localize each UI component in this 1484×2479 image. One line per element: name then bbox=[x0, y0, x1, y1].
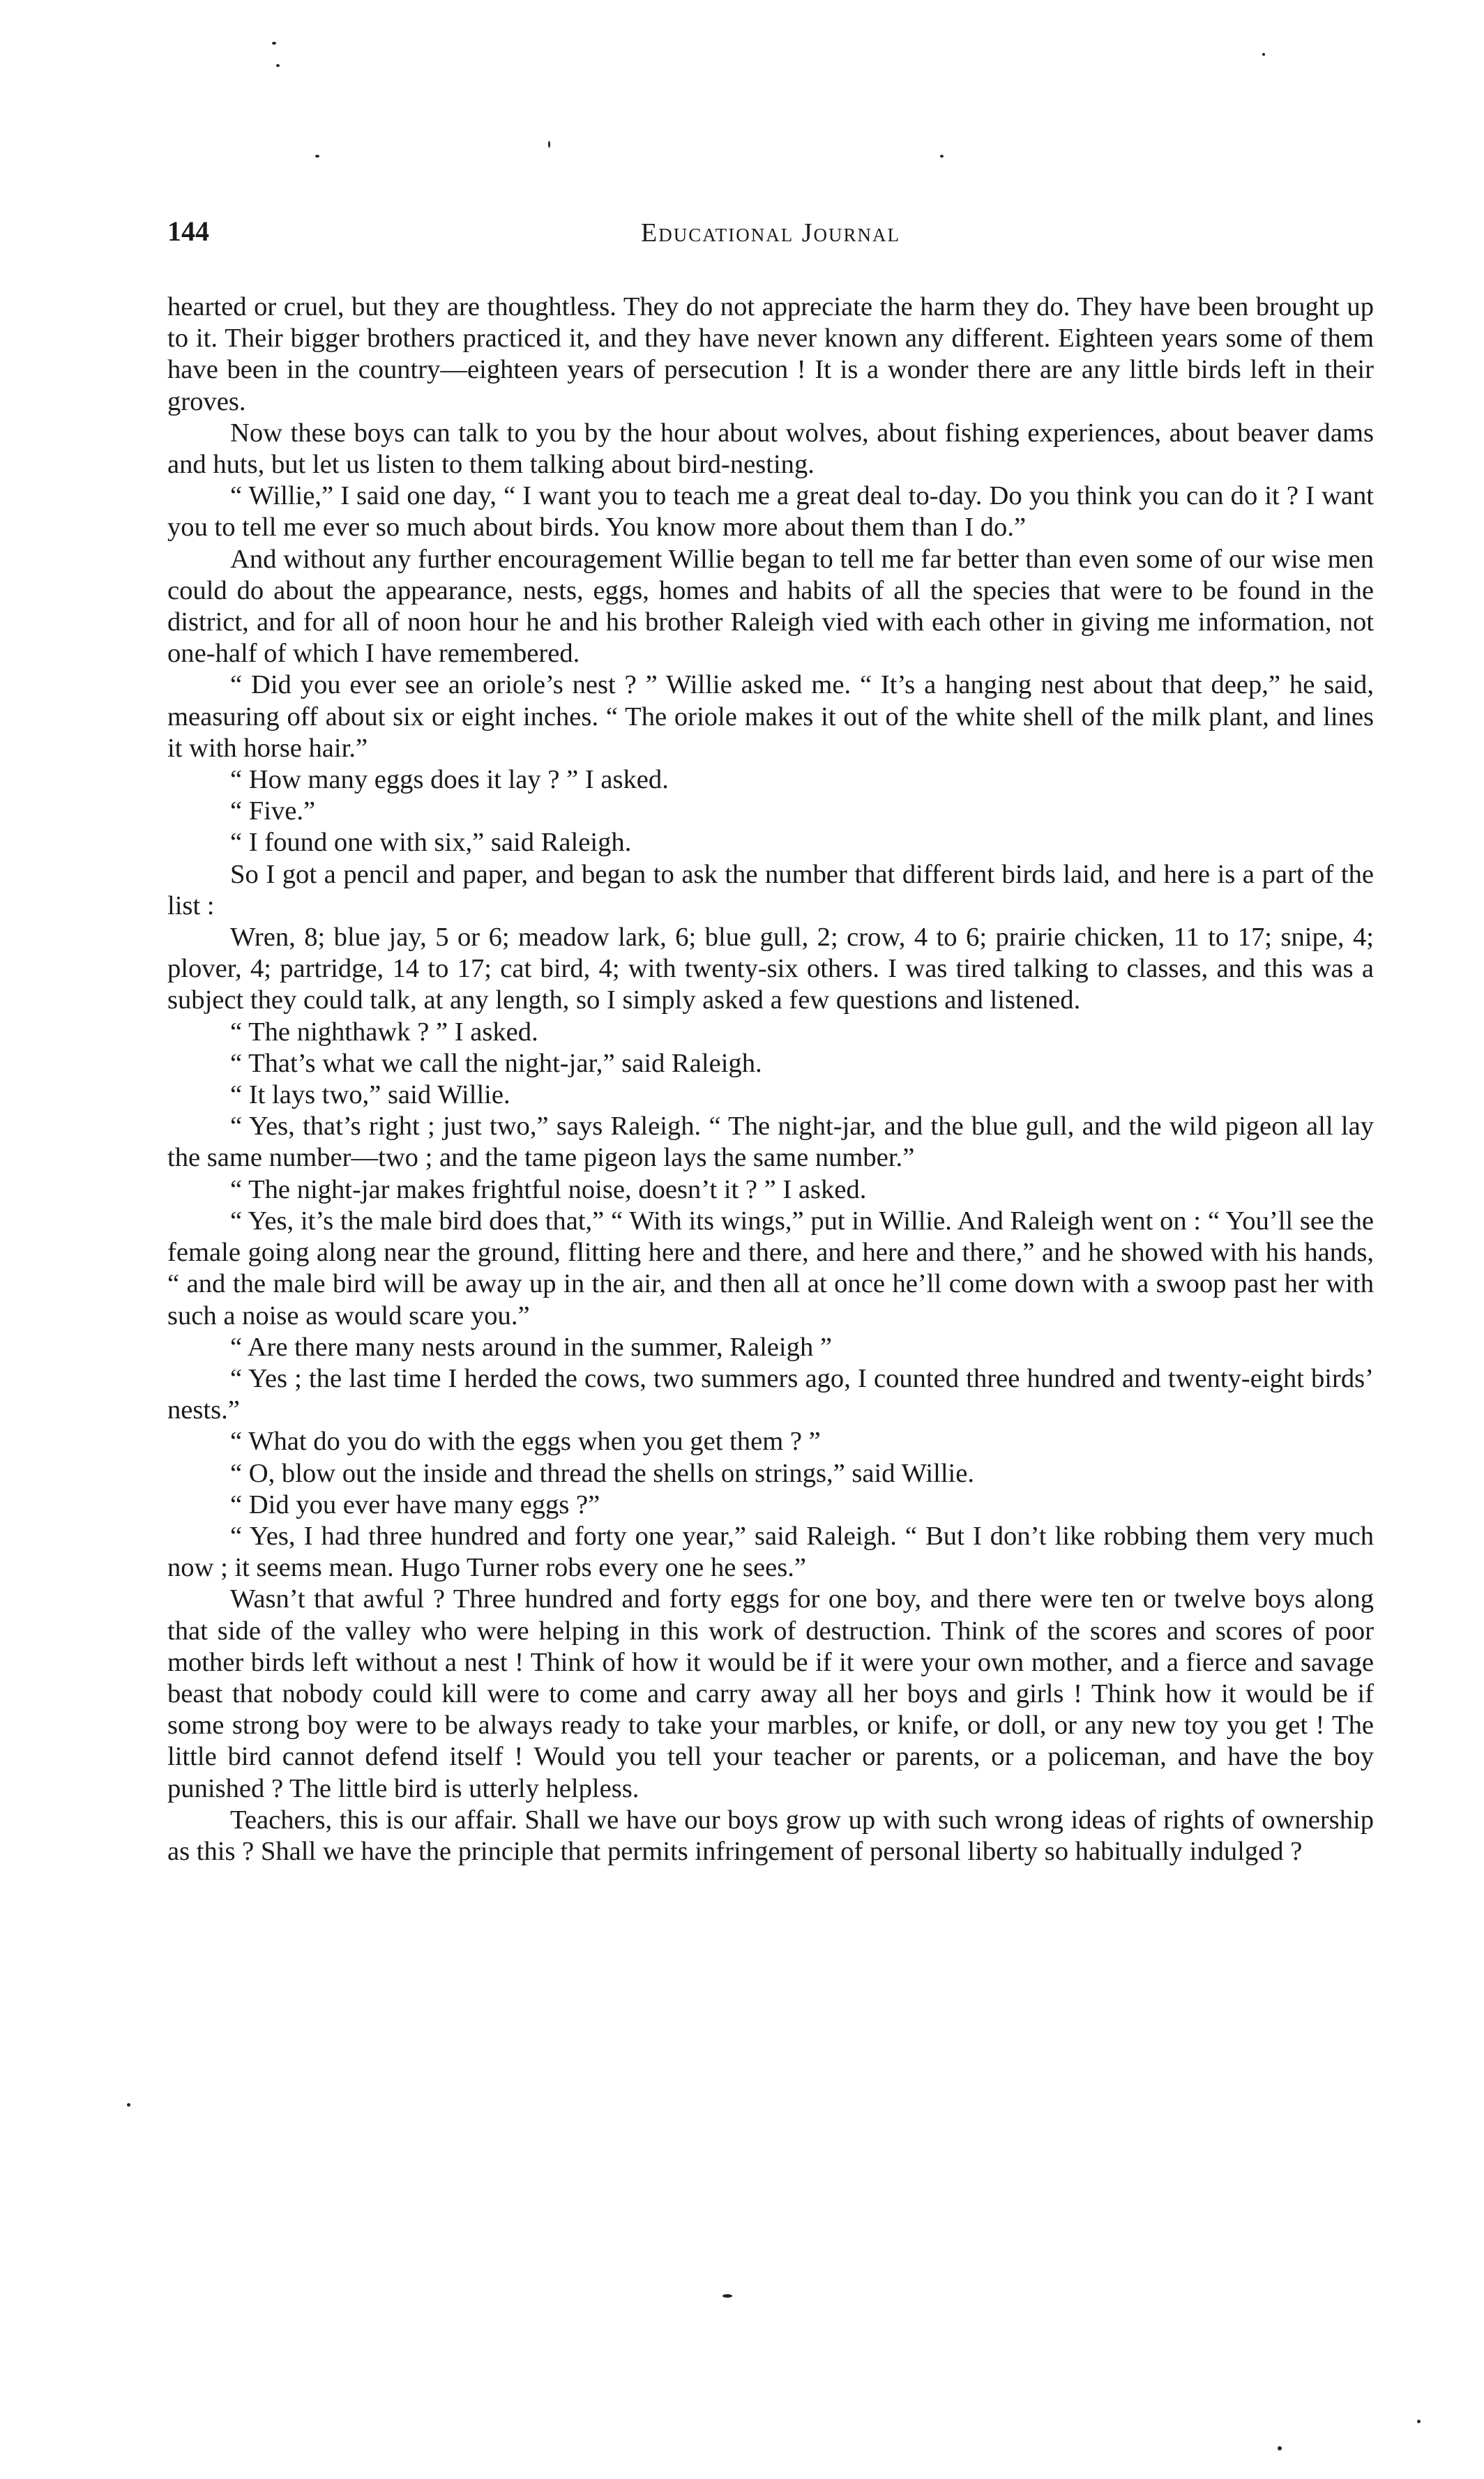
paragraph: “ That’s what we call the night-jar,” said Raleigh. bbox=[230, 1048, 762, 1078]
scan-speck bbox=[722, 2294, 732, 2298]
paragraph: “ Willie,” I said one day, “ I want you to teach me a great deal to-day. Do you think you can do it ? I want you to tell me ever so much about birds. You know more about them than I do.” bbox=[167, 481, 1374, 543]
paragraph: “ I found one with six,” said Raleigh. bbox=[230, 828, 632, 858]
scan-speck bbox=[548, 141, 550, 148]
running-title: Educational Journal bbox=[641, 218, 900, 248]
scan-speck bbox=[276, 64, 280, 67]
paragraph: And without any further encouragement Willie began to tell me far better than even some of our wise men could do about the appearance, nests, eggs, homes and habits of all the species that were to be found in the district, and for all of noon hour he and his brother Raleigh vied with each other in giving me information, not one-half of which I have remembered. bbox=[167, 544, 1374, 669]
paragraph: Wasn’t that awful ? Three hundred and forty eggs for one boy, and there were ten or twelve boys along that side of the valley who were helping in this work of destruction. Think of the scores and scores of poor mother birds left without a nest ! Think of how it would be if it were your own mother, and a fierce and savage beast that nobody could kill were to come and carry away all her boys and girls ! Think how it would be if some strong boy were to be always ready to take your marbles, or knife, or doll, or any new toy you get ! The little bird cannot defend itself ! Would you tell your teacher or parents, or a policeman, and have the boy punished ? The little bird is utterly helpless. bbox=[167, 1584, 1374, 1803]
paragraph: “ Yes, I had three hundred and forty one year,” said Raleigh. “ But I don’t like robbing them very much now ; it seems mean. Hugo Turner robs every one he sees.” bbox=[167, 1521, 1374, 1583]
article-body bbox=[167, 291, 1374, 1867]
paragraph: “ O, blow out the inside and thread the shells on strings,” said Willie. bbox=[230, 1458, 975, 1488]
paragraph: So I got a pencil and paper, and began to ask the number that different birds laid, and here is a part of the list : bbox=[167, 859, 1374, 920]
paragraph: hearted or cruel, but they are thoughtless. They do not appreciate the harm they do. They have been brought up to it. Their bigger brothers practiced it, and they have never known any different. Eighteen years some of them have been in the country—eighteen years of persecution ! It is a wonder there are any little birds left in their groves. bbox=[167, 292, 1374, 416]
paragraph: “ It lays two,” said Willie. bbox=[230, 1080, 510, 1110]
scan-speck bbox=[315, 155, 319, 158]
paragraph: “ The nighthawk ? ” I asked. bbox=[230, 1017, 538, 1047]
paragraph: “ Did you ever see an oriole’s nest ? ” Willie asked me. “ It’s a hanging nest about that deep,” he said, measuring off about six or eight inches. “ The oriole makes it out of the white shell of the milk plant, and lines it with horse hair.” bbox=[167, 670, 1374, 763]
paragraph: “ Yes, that’s right ; just two,” says Raleigh. “ The night-jar, and the blue gull, and the wild pigeon all lay the same number—two ; and the tame pigeon lays the same number.” bbox=[167, 1112, 1374, 1173]
scan-speck bbox=[1278, 2446, 1282, 2450]
scan-speck bbox=[127, 2103, 130, 2107]
paragraph: “ Are there many nests around in the summer, Raleigh ” bbox=[230, 1332, 832, 1362]
paragraph: “ The night-jar makes frightful noise, doesn’t it ? ” I asked. bbox=[230, 1174, 867, 1204]
paragraph: “ Yes ; the last time I herded the cows, two summers ago, I counted three hundred and twenty-eight birds’ nests.” bbox=[167, 1363, 1374, 1425]
bird-egg-list: Wren, 8; blue jay, 5 or 6; meadow lark, 6; blue gull, 2; crow, 4 to 6; prairie chicken, 11 to 17; snipe, 4; plover, 4; partridge, 14 to 17; cat bird, 4; with twenty-six others. I was tired talking to classes, and this was a subject they could talk, at any length, so I simply asked a few questions and listened. bbox=[167, 923, 1374, 1015]
scan-speck bbox=[940, 155, 944, 158]
paragraph: “ Yes, it’s the male bird does that,” “ With its wings,” put in Willie. And Raleigh went on : “ You’ll see the female going along near the ground, flitting here and there, and here and there,” and he showed with his hands, “ and the male bird will be away up in the air, and then all at once he’ll come down with a swoop past her with such a noise as would scare you.” bbox=[167, 1206, 1374, 1331]
paragraph: “ How many eggs does it lay ? ” I asked. bbox=[230, 765, 669, 795]
page-header bbox=[167, 215, 1374, 257]
paragraph: Now these boys can talk to you by the hour about wolves, about fishing experiences, about beaver dams and huts, but let us listen to them talking about bird-nesting. bbox=[167, 418, 1374, 480]
paragraph: Teachers, this is our affair. Shall we have our boys grow up with such wrong ideas of rights of ownership as this ? Shall we have the principle that permits infringement of personal liberty so habitually indulged ? bbox=[167, 1805, 1374, 1866]
scan-speck bbox=[1262, 53, 1265, 56]
paragraph: “ Five.” bbox=[230, 796, 316, 826]
scan-speck bbox=[1417, 2420, 1421, 2423]
paragraph: “ What do you do with the eggs when you get them ? ” bbox=[230, 1427, 821, 1457]
scan-speck bbox=[272, 42, 276, 45]
page-number: 144 bbox=[167, 215, 209, 247]
paragraph: “ Did you ever have many eggs ?” bbox=[230, 1489, 600, 1519]
